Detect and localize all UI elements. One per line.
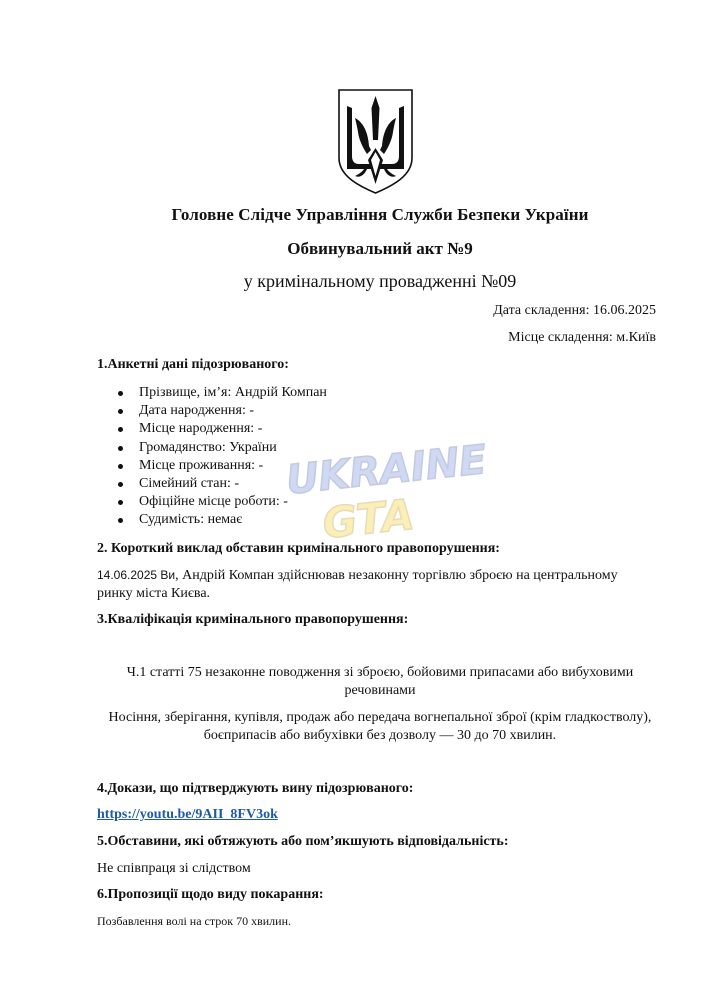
offense-text-line1: , Андрій Компан здійснював незаконну торгівлю зброєю на центральному bbox=[175, 568, 618, 583]
section-5-heading: 5.Обставини, які обтяжують або пом’якшують відповідальність: bbox=[97, 834, 509, 849]
punishment-text: Позбавлення волі на строк 70 хвилин. bbox=[97, 914, 291, 928]
evidence-link[interactable]: https://youtu.be/9AII_8FV3ok bbox=[97, 807, 278, 822]
list-item: Громадянство: України bbox=[97, 439, 327, 457]
section-2-heading: 2. Короткий виклад обставин кримінального правопорушення: bbox=[97, 541, 500, 556]
compilation-place: Місце складення: м.Київ bbox=[508, 330, 656, 345]
watermark-line2: GTA bbox=[320, 489, 417, 548]
coat-of-arms-icon bbox=[337, 88, 414, 195]
article-qualification bbox=[90, 664, 670, 700]
circumstances-text: Не співпраця зі слідством bbox=[97, 861, 251, 876]
list-item: Судимість: немає bbox=[97, 511, 327, 529]
organization-title: Головне Слідче Управління Служби Безпеки України bbox=[171, 205, 589, 224]
list-item: Офіційне місце роботи: - bbox=[97, 493, 327, 511]
section-1-heading: 1.Анкетні дані підозрюваного: bbox=[97, 357, 289, 372]
description-line2: боєприпасів або вибухівки без дозволу — 30 до 70 хвилин. bbox=[203, 728, 557, 743]
act-title: Обвинувальний акт №9 bbox=[287, 239, 473, 258]
offense-date: 14.06.2025 Ви bbox=[97, 568, 176, 582]
list-item: Прізвище, ім’я: Андрій Компан bbox=[97, 384, 327, 402]
description-line1: Носіння, зберігання, купівля, продаж або передача вогнепальної зброї (крім гладкостволу), bbox=[108, 710, 652, 725]
watermark-line1: UKRAINE bbox=[283, 437, 489, 504]
list-item: Місце проживання: - bbox=[97, 457, 327, 475]
list-item: Сімейний стан: - bbox=[97, 475, 327, 493]
case-title: у кримінальному провадженні №09 bbox=[243, 271, 517, 291]
suspect-details-list bbox=[97, 384, 327, 530]
offense-text-line2: ринку міста Києва. bbox=[97, 586, 211, 601]
offense-summary bbox=[97, 566, 657, 603]
list-item: Місце народження: - bbox=[97, 420, 327, 438]
article-line1: Ч.1 статті 75 незаконне поводження зі зброєю, бойовими припасами або вибуховими bbox=[126, 665, 634, 680]
compilation-date: Дата складення: 16.06.2025 bbox=[493, 303, 656, 318]
article-description bbox=[90, 709, 670, 745]
section-4-heading: 4.Докази, що підтверджують вину підозрюваного: bbox=[97, 781, 414, 796]
section-3-heading: 3.Кваліфікація кримінального правопорушення: bbox=[97, 612, 409, 627]
article-line2: речовинами bbox=[344, 683, 416, 698]
section-6-heading: 6.Пропозиції щодо виду покарання: bbox=[97, 887, 324, 902]
list-item: Дата народження: - bbox=[97, 402, 327, 420]
